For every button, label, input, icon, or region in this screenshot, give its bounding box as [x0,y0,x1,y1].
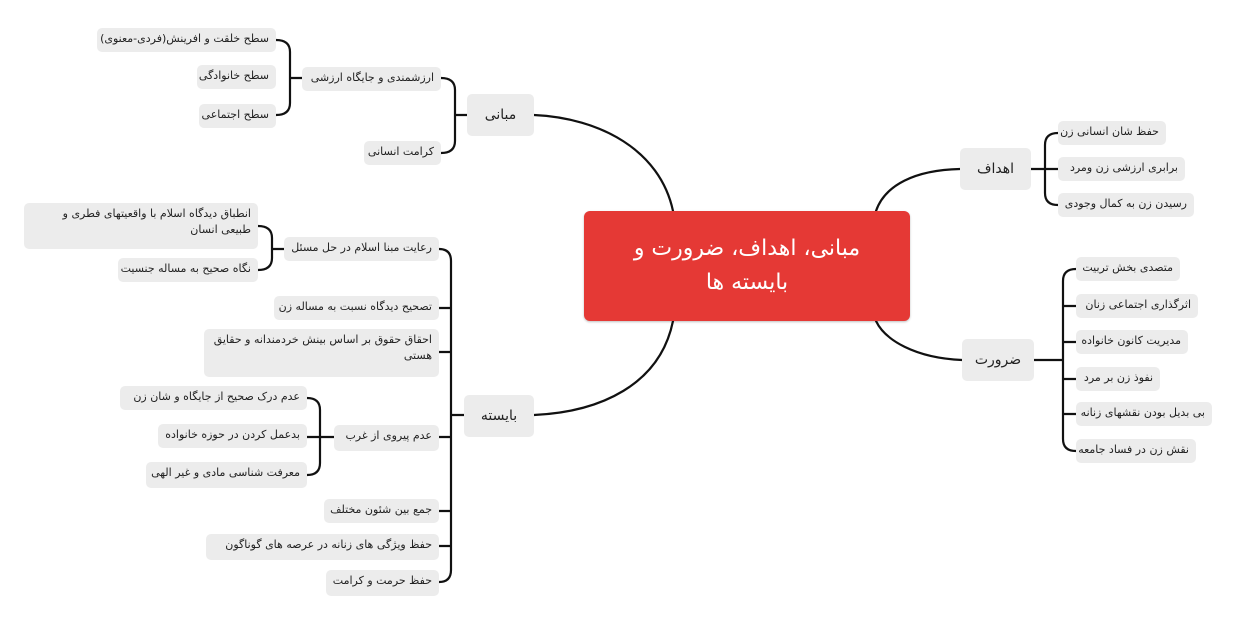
bracket-arzeshmandi [276,40,302,115]
bracket-reayat [258,226,284,270]
node-zarurat-item-6[interactable]: نقش زن در فساد جامعه [1076,439,1196,463]
node-reayat-item-2[interactable]: نگاه صحیح به مساله جنسیت [118,258,258,282]
node-tashih[interactable]: تصحیح دیدگاه نسبت به مساله زن [274,296,439,320]
branch-bayesteh[interactable]: بایسته [464,395,534,437]
connector-central-bayesteh [534,321,673,415]
node-arzeshmandi-item-1[interactable]: سطح خلقت و افرینش(فردی-معنوی) [97,28,276,52]
bracket-bayesteh [439,249,464,582]
connector-central-zarurat [876,321,962,360]
node-keramat[interactable]: کرامت انسانی [364,141,441,165]
node-adam-peyravi[interactable]: عدم پیروی از غرب [334,425,439,451]
connector-central-mabani [534,115,673,211]
branch-mabani[interactable]: مبانی [467,94,534,136]
branch-zarurat[interactable]: ضرورت [962,339,1034,381]
node-reayat-item-1[interactable]: انطباق دیدگاه اسلام با واقعیتهای فطری و طبیعی انسان [24,203,258,249]
branch-ahdaf[interactable]: اهداف [960,148,1031,190]
node-ahdaf-item-2[interactable]: برابری ارزشی زن ومرد [1058,157,1185,181]
node-zarurat-item-3[interactable]: مدیریت کانون خانواده [1076,330,1188,354]
bracket-ahdaf [1031,133,1058,205]
node-zarurat-item-5[interactable]: بی بدیل بودن نقشهای زنانه [1076,402,1212,426]
node-ahdaf-item-3[interactable]: رسیدن زن به کمال وجودی [1058,193,1194,217]
bracket-adam-peyravi [307,398,334,475]
node-zarurat-item-2[interactable]: اثرگذاری اجتماعی زنان [1076,294,1198,318]
node-adam-peyravi-item-2[interactable]: بدعمل کردن در حوزه خانواده [158,424,307,448]
bracket-zarurat [1034,269,1076,451]
node-ehghagh[interactable]: احقاق حقوق بر اساس بینش خردمندانه و حقایق هستی [204,329,439,377]
node-adam-peyravi-item-3[interactable]: معرفت شناسی مادی و غیر الهی [146,462,307,488]
node-arzeshmandi[interactable]: ارزشمندی و جایگاه ارزشی [302,67,441,91]
node-jam[interactable]: جمع بین شئون مختلف [324,499,439,523]
node-reayat[interactable]: رعایت مبنا اسلام در حل مسئل [284,237,439,261]
node-arzeshmandi-item-2[interactable]: سطح خانوادگی [197,65,276,89]
node-hefz-vizhegi[interactable]: حفظ ویژگی های زنانه در عرصه های گوناگون [206,534,439,560]
node-ahdaf-item-1[interactable]: حفظ شان انسانی زن [1058,121,1166,145]
node-zarurat-item-1[interactable]: متصدی بخش تربیت [1076,257,1180,281]
node-adam-peyravi-item-1[interactable]: عدم درک صحیح از جایگاه و شان زن [120,386,307,410]
node-zarurat-item-4[interactable]: نفوذ زن بر مرد [1076,367,1160,391]
connector-central-ahdaf [876,169,960,211]
node-arzeshmandi-item-3[interactable]: سطح اجتماعی [199,104,276,128]
central-topic[interactable]: مبانی، اهداف، ضرورت و بایسته ها [584,211,910,321]
bracket-mabani [441,78,467,153]
node-hefz-hormat[interactable]: حفظ حرمت و کرامت [326,570,439,596]
